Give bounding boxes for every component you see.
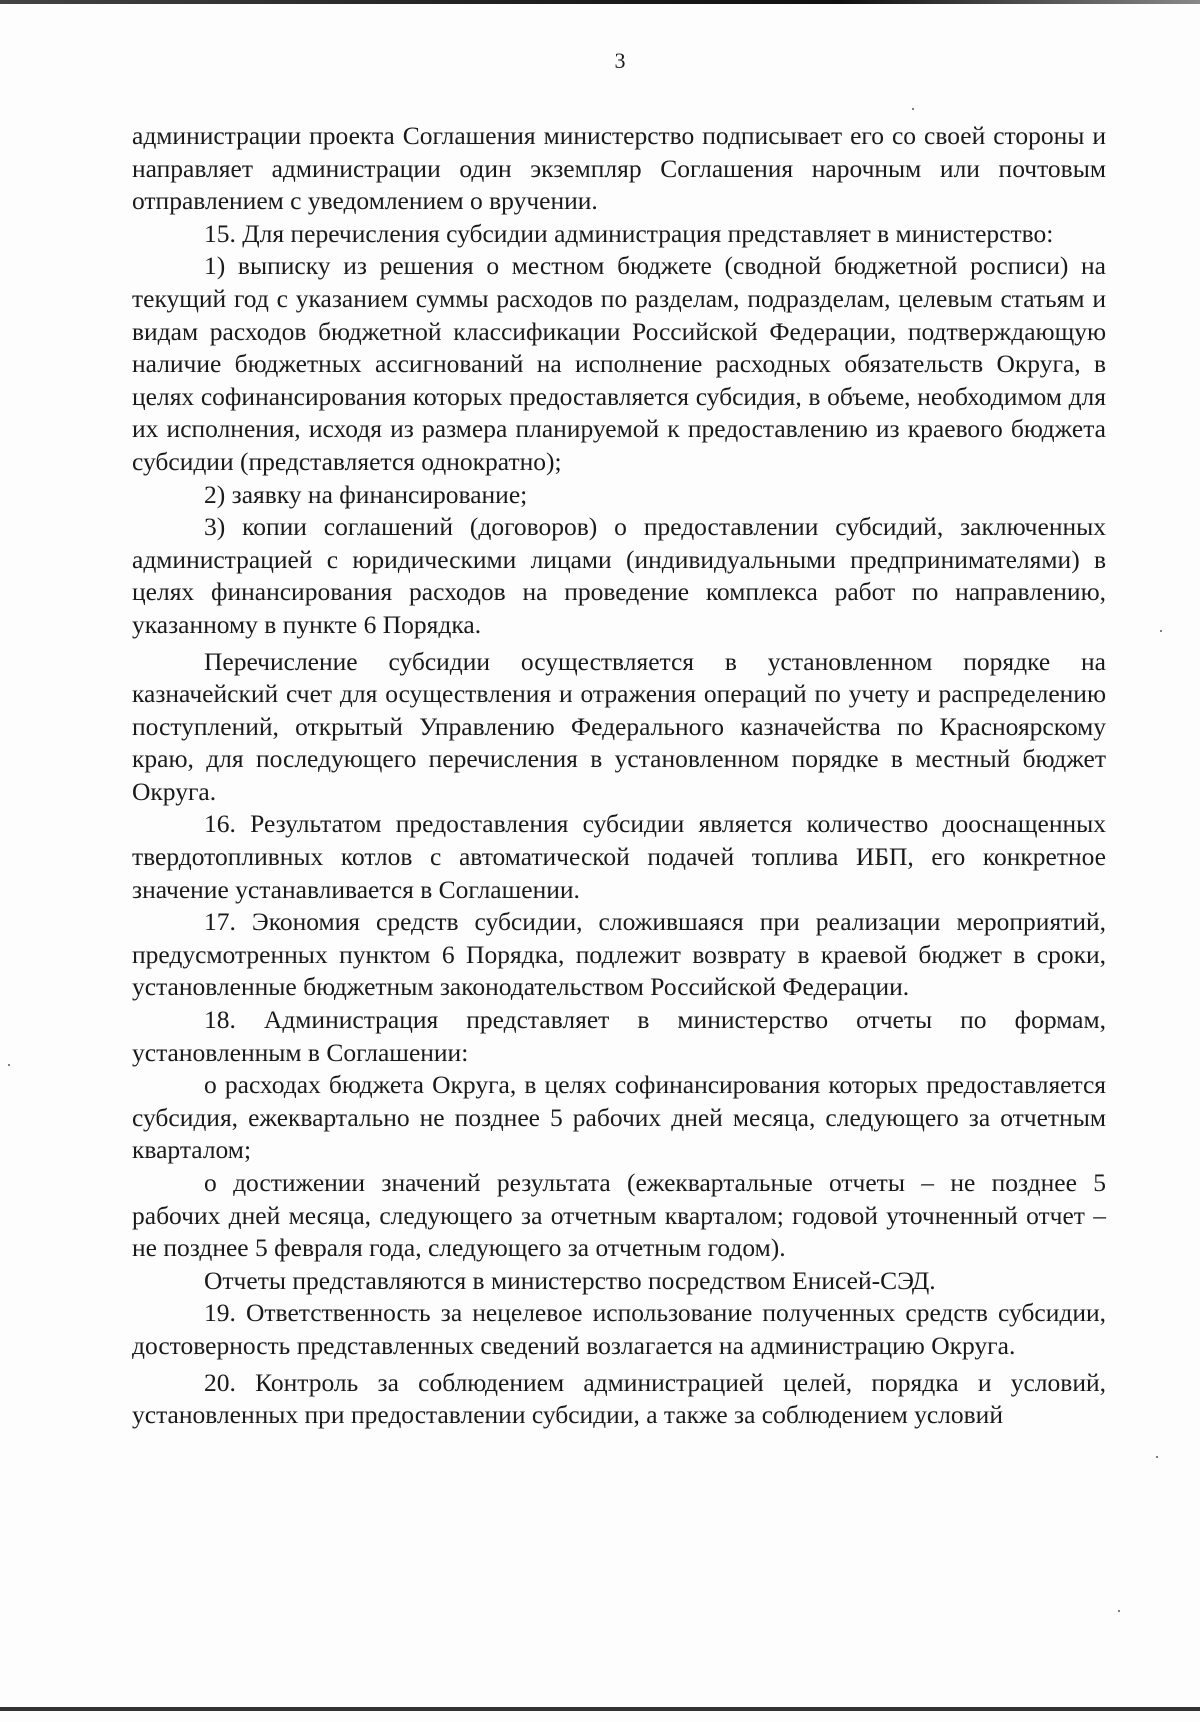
paragraph-16: 16. Результатом предоставления субсидии является количество дооснащенных твердотопливных котлов с автоматической подачей топлива ИБП, его конкретное значение устанавливается в Соглашении. bbox=[132, 809, 1106, 904]
document-body bbox=[132, 120, 1106, 1432]
paragraph-18-report-expenses: о расходах бюджета Округа, в целях софинансирования которых предоставляется субсидия, ежеквартально не позднее 5 рабочих дней месяца, следующего за отчетным кварталом; bbox=[132, 1070, 1106, 1165]
scan-speck bbox=[1160, 630, 1162, 632]
paragraph-transfer: Перечисление субсидии осуществляется в установленном порядке на казначейский счет для осуществления и отражения операций по учету и распределению поступлений, открытый Управлению Федерального казначейства по Красноярскому краю, для последующего перечисления в установленном порядке в местный бюджет Округа. bbox=[132, 646, 1106, 806]
paragraph-15-item-2: 2) заявку на финансирование; bbox=[204, 479, 528, 509]
paragraph-20: 20. Контроль за соблюдением администрацией целей, порядка и условий, установленных при предоставлении субсидии, а также за соблюдением условий bbox=[132, 1367, 1106, 1430]
paragraph-reports-channel: Отчеты представляются в министерство посредством Енисей-СЭД. bbox=[204, 1265, 936, 1295]
scan-speck bbox=[1156, 1456, 1158, 1458]
paragraph-intro: администрации проекта Соглашения министерство подписывает его со своей стороны и направляет администрации один экземпляр Соглашения нарочным или почтовым отправлением с уведомлением о вручении. bbox=[132, 121, 1106, 216]
scan-speck bbox=[1118, 1610, 1120, 1612]
paragraph-15: 15. Для перечисления субсидии администрация представляет в министерство: bbox=[204, 218, 1054, 248]
top-scan-edge bbox=[0, 0, 1200, 4]
paragraph-15-item-3: 3) копии соглашений (договоров) о предоставлении субсидий, заключенных администрацией с юридическими лицами (индивидуальными предпринимателями) в целях финансирования расходов на проведение комплекса работ по направлению, указанному в пункте 6 Порядка. bbox=[132, 512, 1106, 639]
paragraph-15-item-1: 1) выписку из решения о местном бюджете (сводной бюджетной росписи) на текущий год с указанием суммы расходов по разделам, подразделам, целевым статьям и видам расходов бюджетной классификации Российской Федерации, подтверждающую наличие бюджетных ассигнований на исполнение расходных обязательств Округа, в целях софинансирования которых предоставляется субсидия, в объеме, необходимом для их исполнения, исходя из размера планируемой к предоставлению из краевого бюджета субсидии (представляется однократно); bbox=[132, 251, 1106, 476]
paragraph-18-report-results: о достижении значений результата (ежеквартальные отчеты – не позднее 5 рабочих дней месяца, следующего за отчетным кварталом; годовой уточненный отчет – не позднее 5 февраля года, следующего за отчетным годом). bbox=[132, 1168, 1106, 1263]
bottom-scan-edge bbox=[0, 1707, 1200, 1711]
paragraph-17: 17. Экономия средств субсидии, сложившаяся при реализации мероприятий, предусмотренных пунктом 6 Порядка, подлежит возврату в краевой бюджет в сроки, установленные бюджетным законодательством Российской Федерации. bbox=[132, 907, 1106, 1002]
paragraph-18: 18. Администрация представляет в министерство отчеты по формам, установленным в Соглашении: bbox=[132, 1005, 1106, 1067]
scan-speck bbox=[8, 1064, 10, 1066]
page-number: 3 bbox=[614, 48, 626, 73]
scan-speck bbox=[912, 108, 914, 110]
paragraph-19: 19. Ответственность за нецелевое использование полученных средств субсидии, достоверность представленных сведений возлагается на администрацию Округа. bbox=[132, 1298, 1106, 1360]
